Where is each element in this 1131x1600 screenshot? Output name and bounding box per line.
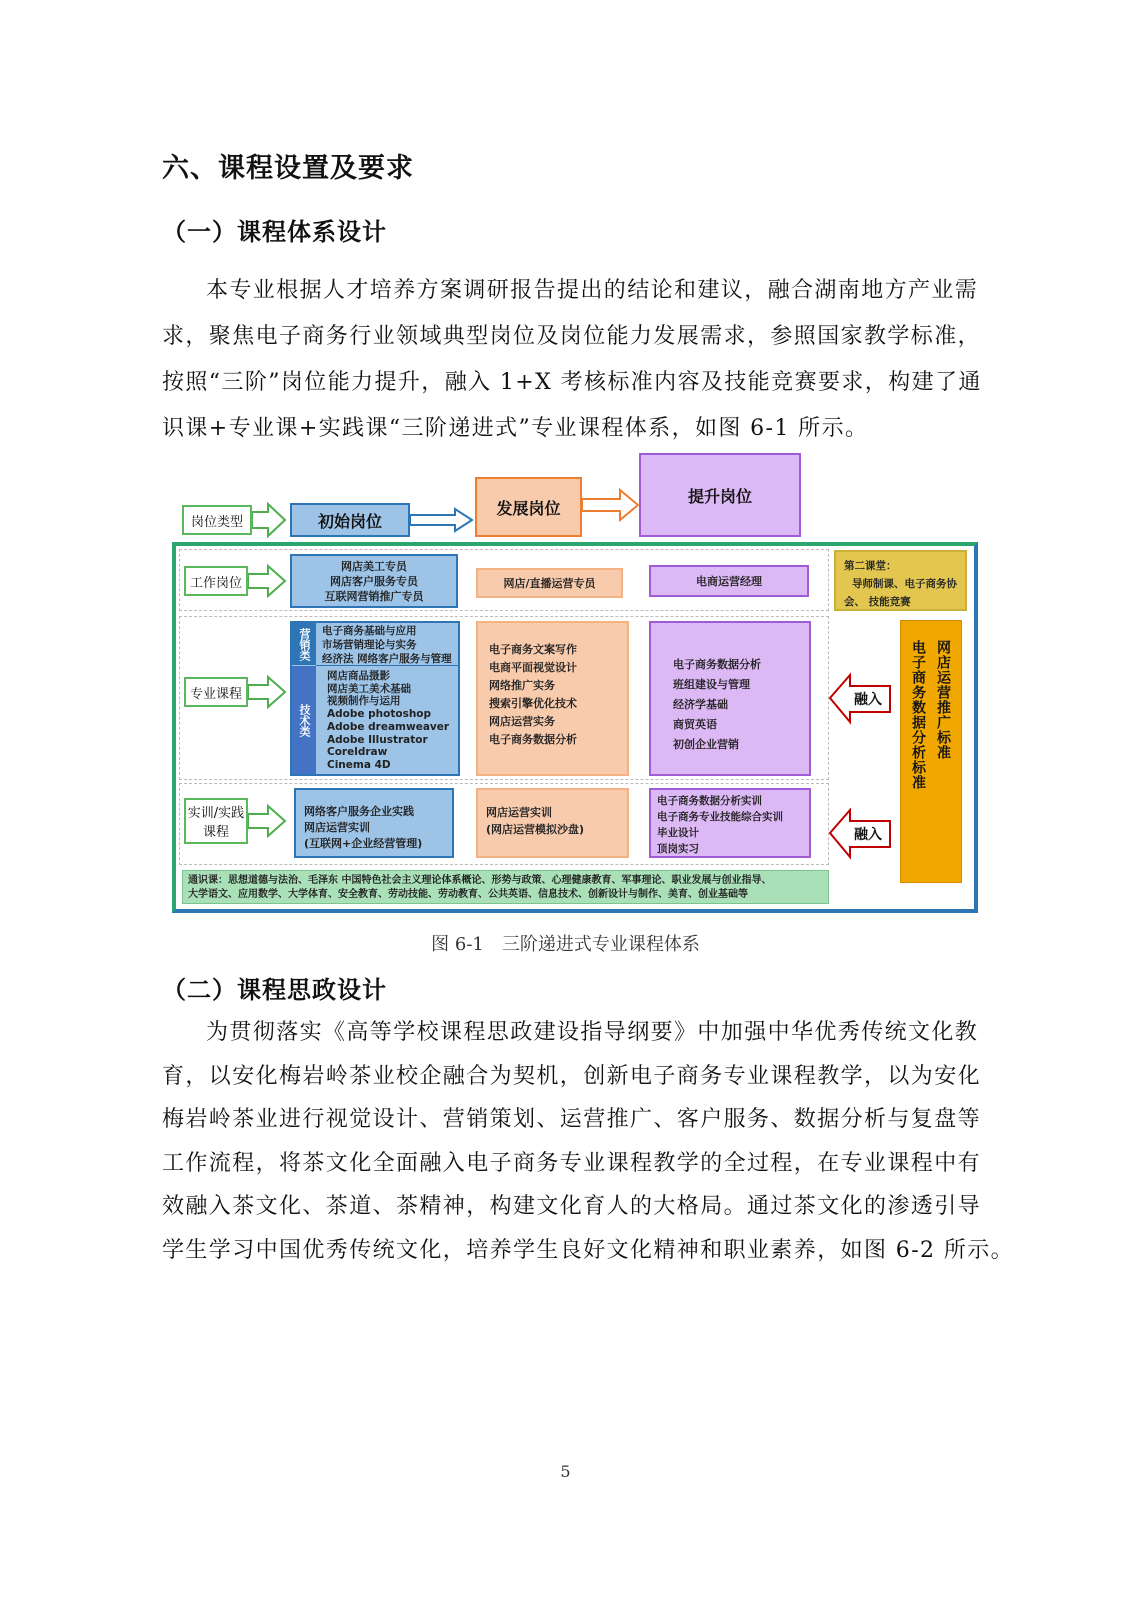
paragraph-2 (162, 1011, 1015, 1273)
course-item: 网络客户服务企业实践 (304, 805, 414, 818)
arrow-type-to-level1 (252, 504, 285, 536)
level1-box: 初始岗位 (290, 503, 410, 537)
tag-tech: 技术类 (292, 666, 316, 774)
arrow-level2-to-level3 (582, 490, 638, 520)
course-item: 商贸英语 (673, 718, 717, 731)
work-col1 (290, 554, 458, 608)
paragraph-2-line: 效融入茶文化、茶道、茶精神，构建文化育人的大格局。通过茶文化的渗透引导 (162, 1194, 982, 1220)
standard-data-analysis: 电子商务数据分析标准 (910, 640, 926, 790)
practice-col3 (649, 788, 811, 858)
course-item: 电子商务文案写作 (489, 643, 577, 656)
general-courses-line: 大学语文、应用数学、大学体育、安全教育、劳动技能、劳动教育、公共英语、信息技术、创新设计与制作、美育、创业基础等 (188, 889, 748, 900)
course-item: 经济学基础 (673, 698, 728, 711)
second-classroom-line: 导师制课、电子商务协 (852, 578, 957, 590)
level2-box: 发展岗位 (475, 477, 582, 537)
practice-label-line: 实训/实践 (187, 806, 245, 821)
work-col3: 电商运营经理 (649, 565, 809, 597)
paragraph-2-line: 育，以安化梅岩岭茶业校企融合为契机，创新电子商务专业课程教学，以为安化 (162, 1063, 982, 1089)
course-item: 电子商务基础与应用 (322, 625, 417, 637)
paragraph-1-line: 求，聚焦电子商务行业领域典型岗位及岗位能力发展需求，参照国家教学标准， (162, 324, 982, 349)
general-courses-line: 通识课：思想道德与法治、毛泽东 中国特色社会主义理论体系概论、形势与政策、心理健康教育、军事理论、职业发展与创业指导、 (188, 875, 772, 886)
work-col1-item: 网店客户服务专员 (330, 574, 418, 588)
type-label: 岗位类型 (182, 505, 252, 535)
course-item: 班组建设与管理 (673, 678, 750, 691)
course-item: Coreldraw (327, 746, 388, 759)
course-item: Adobe photoshop (327, 708, 432, 721)
page-number: 5 (560, 1462, 571, 1481)
prof-col2 (476, 621, 629, 776)
practice-label (184, 798, 248, 844)
practice-col2 (476, 788, 629, 858)
arrow-level1-to-level2 (410, 509, 472, 531)
course-item: 网店运营实训 (486, 806, 552, 819)
paragraph-2-line: 工作流程，将茶文化全面融入电子商务专业课程教学的全过程，在专业课程中有 (162, 1150, 982, 1176)
standard-shop-operation: 网店运营推广标准 (935, 640, 951, 760)
course-item: Cinema 4D (327, 758, 391, 771)
course-item: 电商平面视觉设计 (489, 661, 577, 674)
section-heading-2: （二）课程思政设计 (162, 976, 387, 1004)
tag-marketing: 营销类 (292, 623, 316, 665)
chapter-heading: 六、课程设置及要求 (162, 153, 414, 184)
prof-label: 专业课程 (184, 677, 248, 707)
paragraph-1-line: 按照“三阶”岗位能力提升，融入 1+X 考核标准内容及技能竞赛要求，构建了通 (162, 370, 982, 395)
course-item: 经济法 网络客户服务与管理 (322, 653, 452, 665)
work-col2: 网店/直播运营专员 (476, 568, 623, 598)
level3-box: 提升岗位 (639, 453, 801, 537)
course-item: 网店美工美术基础 (327, 682, 411, 695)
course-item: 电子商务数据分析实训 (657, 795, 762, 807)
prof-col1-tech (327, 670, 457, 772)
section-heading-1: （一）课程体系设计 (162, 218, 387, 246)
practice-label-line: 课程 (202, 825, 229, 840)
course-item: 市场营销理论与实务 (322, 639, 417, 651)
course-item: Adobe Illustrator (327, 733, 428, 746)
course-item: 网店运营实训 (304, 821, 370, 834)
course-item: (互联网+企业经营管理) (304, 837, 423, 850)
course-item: 电子商务数据分析 (489, 733, 577, 746)
prof-col3 (649, 621, 811, 776)
course-item: 网店商品摄影 (327, 670, 390, 682)
divider (316, 665, 458, 666)
prof-col1-marketing (322, 624, 460, 666)
second-classroom (834, 550, 967, 611)
merge-label-practice: 融入 (854, 827, 882, 843)
work-label: 工作岗位 (184, 566, 248, 596)
work-col1-item: 互联网营销推广专员 (324, 589, 424, 603)
general-courses (182, 870, 829, 904)
course-item: Adobe dreamweaver (327, 720, 450, 733)
course-item: 毕业设计 (657, 827, 699, 839)
work-col1-item: 网店美工专员 (341, 559, 407, 573)
figure-caption: 图 6-1 三阶递进式专业课程体系 (431, 934, 700, 955)
course-item: 搜索引擎优化技术 (489, 697, 577, 710)
practice-col1 (294, 788, 454, 858)
course-item: 初创企业营销 (673, 738, 739, 751)
course-item: 网络推广实务 (489, 679, 555, 692)
course-item: 视频制作与运用 (327, 695, 401, 708)
paragraph-2-line: 梅岩岭茶业进行视觉设计、营销策划、运营推广、客户服务、数据分析与复盘等 (162, 1107, 982, 1133)
course-item: 电子商务专业技能综合实训 (657, 811, 783, 823)
course-item: 网店运营实务 (489, 715, 555, 728)
course-item: 顶岗实习 (657, 843, 699, 855)
merge-label-prof: 融入 (854, 692, 882, 708)
paragraph-2-line: 为贯彻落实《高等学校课程思政建设指导纲要》中加强中华优秀传统文化教 (206, 1020, 979, 1045)
paragraph-1-line: 识课+专业课+实践课“三阶递进式”专业课程体系，如图 6-1 所示。 (162, 416, 869, 441)
second-classroom-line: 会、 技能竞赛 (844, 596, 911, 608)
paragraph-2-line: 学生学习中国优秀传统文化，培养学生良好文化精神和职业素养，如图 6-2 所示。 (162, 1237, 1015, 1263)
course-item: (网店运营模拟沙盘) (486, 823, 585, 836)
second-classroom-line: 第二课堂： (844, 560, 897, 572)
course-item: 电子商务数据分析 (673, 658, 761, 671)
paragraph-1-line: 本专业根据人才培养方案调研报告提出的结论和建议，融合湖南地方产业需 (206, 278, 979, 303)
